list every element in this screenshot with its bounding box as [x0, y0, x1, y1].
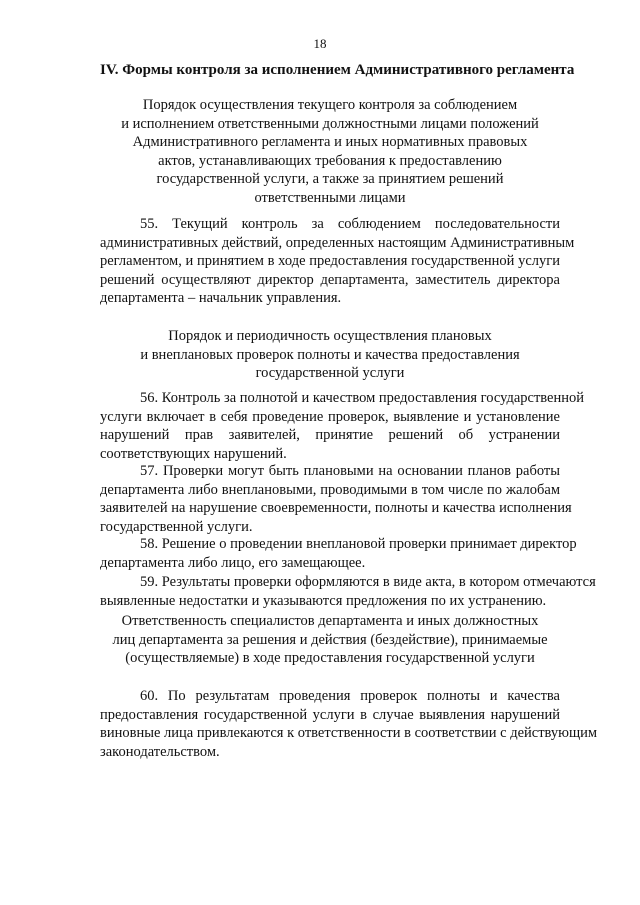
heading-line: государственной услуги, а также за принятием решений [156, 171, 504, 188]
section-heading-current-control [100, 96, 560, 208]
heading-line: Порядок и периодичность осуществления плановых [168, 328, 492, 344]
heading-line: и исполнением ответственными должностными лицами положений [121, 115, 539, 132]
paragraph-line: решений осуществляют директор департамента, заместитель директора [100, 271, 560, 288]
paragraph-line: 56. Контроль за полнотой и качеством предоставления государственной [140, 390, 585, 406]
paragraph-58 [100, 535, 577, 572]
heading-line: ответственными лицами [254, 189, 406, 206]
paragraph-line: 55. Текущий контроль за соблюдением последовательности [140, 216, 560, 232]
paragraph-57 [100, 462, 572, 536]
paragraph-line: государственной услуги. [100, 518, 253, 535]
page-number: 18 [313, 36, 327, 51]
paragraph-line: 59. Результаты проверки оформляются в виде акта, в котором отмечаются [140, 574, 596, 590]
heading-line: Порядок осуществления текущего контроля за соблюдением [142, 97, 518, 113]
paragraph-line: регламентом, и принятием в ходе предоставления государственной услуги [100, 253, 560, 270]
paragraph-line: заявителей на нарушение своевременности, полноты и качества исполнения [100, 500, 572, 517]
paragraph-line: 60. По результатам проведения проверок полноты и качества [140, 688, 560, 704]
paragraph-line: департамента – начальник управления. [100, 290, 342, 307]
section-heading-responsibility [100, 612, 560, 668]
paragraph-line: виновные лица привлекаются к ответственности в соответствии с действующим [100, 725, 598, 742]
heading-line: лиц департамента за решения и действия (бездействие), принимаемые [112, 631, 548, 648]
chapter-title: IV. Формы контроля за исполнением Административного регламента [100, 62, 575, 78]
section-heading-inspections [100, 327, 560, 383]
paragraph-line: 57. Проверки могут быть плановыми на основании планов работы [140, 463, 560, 479]
heading-line: государственной услуги [255, 365, 405, 382]
paragraph-line: административных действий, определенных настоящим Административным [100, 234, 575, 251]
paragraph-55 [100, 215, 575, 308]
heading-line: Административного регламента и иных нормативных правовых [132, 134, 528, 151]
paragraph-line: нарушений прав заявителей, принятие решений об устранении [100, 427, 560, 444]
heading-line: актов, устанавливающих требования к предоставлению [158, 152, 502, 169]
heading-line: и внеплановых проверок полноты и качества предоставления [140, 346, 520, 363]
paragraph-line: предоставления государственной услуги в случае выявления нарушений [100, 706, 560, 723]
paragraph-line: соответствующих нарушений. [100, 445, 287, 462]
paragraph-56 [100, 389, 585, 463]
paragraph-line: 58. Решение о проведении внеплановой проверки принимает директор [140, 536, 577, 552]
heading-line: (осуществляемые) в ходе предоставления государственной услуги [125, 650, 535, 667]
paragraph-line: услуги включает в себя проведение проверок, выявление и установление [100, 408, 560, 425]
paragraph-line: департамента либо внеплановыми, проводимыми в том числе по жалобам [100, 481, 560, 498]
paragraph-59 [100, 573, 596, 610]
paragraph-line: законодательством. [100, 743, 220, 760]
paragraph-line: департамента либо лицо, его замещающее. [100, 554, 366, 571]
heading-line: Ответственность специалистов департамента и иных должностных [121, 613, 539, 629]
paragraph-60 [100, 687, 598, 761]
paragraph-line: выявленные недостатки и указываются предложения по их устранению. [100, 592, 547, 609]
